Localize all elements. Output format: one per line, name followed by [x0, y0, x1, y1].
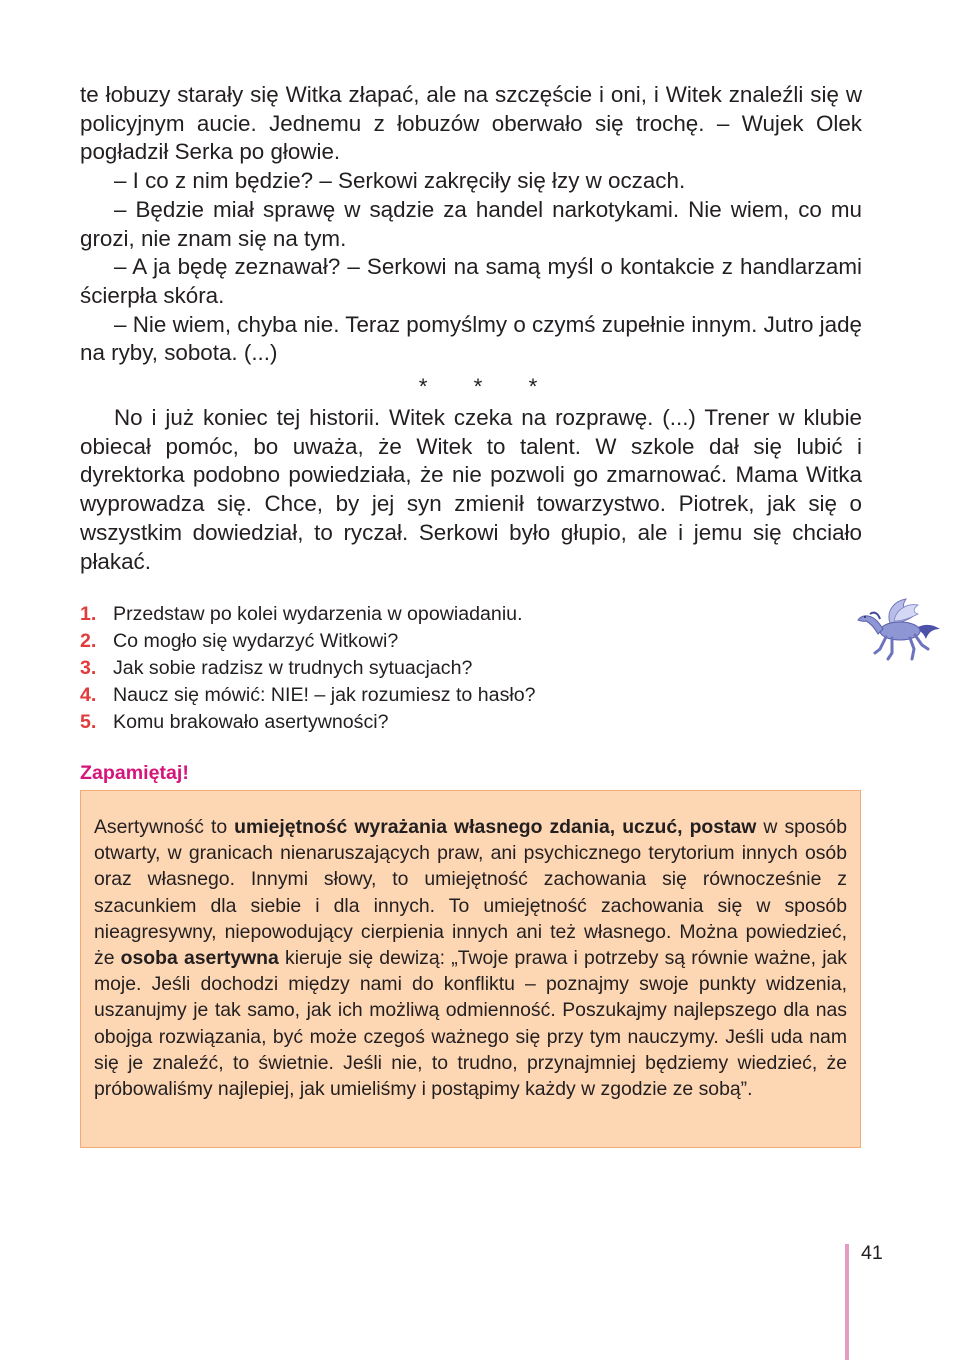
page-edge-bar: [845, 1244, 849, 1360]
question-item: [80, 709, 800, 736]
remember-heading: Zapamiętaj!: [80, 762, 189, 784]
question-item: [80, 601, 800, 628]
question-text: Naucz się mówić: NIE! – jak rozumiesz to hasło?: [113, 684, 536, 706]
definition-box: [80, 790, 861, 1148]
definition-text: kieruje się dewizą: „Twoje prawa i potrzeby są równie ważne, jak moje. Jeśli dochodzi między nami do konfliktu – poznajmy swoje punkty widzenia, uszanujmy je tak samo, jak ich możliwą odmienność. Poszukajmy najlepszego dla nas obojga rozwiązania, być może czegoś ważnego się przy tym nauczymy. Jeśli uda nam się je znaleźć, to świetnie. Jeśli nie, to trudno, przynajmniej będziemy wiedzieć, że próbowaliśmy najlepiej, jak umieliśmy i postąpimy każdy w zgodzie ze sobą”.: [94, 947, 847, 1101]
question-number: 1.: [80, 603, 97, 625]
question-text: Przedstaw po kolei wydarzenia w opowiadaniu.: [113, 603, 523, 625]
definition-text: Asertywność to: [94, 816, 235, 838]
definition-bold-term: umiejętność wyrażania własnego zdania, uczuć, postaw: [234, 816, 757, 838]
story-paragraph: – Nie wiem, chyba nie. Teraz pomyślmy o czymś zupełnie innym. Jutro jadę na ryby, sobota. (...): [80, 311, 862, 366]
definition-text: w sposób otwarty, w granicach nienaruszających praw, ani psychicznego terytorium innych osób oraz własnego. Innymi słowy, to umiejętność zachowania się równocześnie z szacunkiem dla siebie i dla innych. To umiejętność zachowania się w sposób nieagresywny, niepowodujący cierpienia innych ani też własnego. Można powiedzieć, że: [94, 816, 847, 970]
section-separator: * * *: [418, 374, 558, 400]
question-item: [80, 655, 800, 682]
story-paragraph: – A ja będę zeznawał? – Serkowi na samą myśl o kontakcie z handlarzami ścierpła skóra.: [80, 254, 862, 308]
story-paragraph: – Będzie miał sprawę w sądzie za handel narkotykami. Nie wiem, co mu grozi, nie znam się na tym.: [80, 196, 862, 251]
question-number: 5.: [80, 711, 97, 733]
pegasus-icon: [856, 597, 942, 663]
question-text: Jak sobie radzisz w trudnych sytuacjach?: [113, 657, 473, 679]
question-text: Co mogło się wydarzyć Witkowi?: [113, 630, 399, 652]
question-text: Komu brakowało asertywności?: [113, 711, 389, 733]
story-paragraph: – I co z nim będzie? – Serkowi zakręciły się łzy w oczach.: [114, 168, 686, 194]
story-text: [80, 81, 862, 576]
page-number: 41: [861, 1242, 883, 1264]
question-number: 2.: [80, 630, 97, 652]
question-number: 3.: [80, 657, 97, 679]
question-item: [80, 628, 800, 655]
story-paragraph: No i już koniec tej historii. Witek czeka na rozprawę. (...) Trener w klubie obiecał pomóc, bo uważa, że Witek to talent. W szkole dał się lubić i dyrektorka podobno powiedziała, że nie pozwoli go zmarnować. Mama Witka wyprowadza się. Chce, by jej syn zmienił towarzystwo. Piotrek, jak się o wszystkim dowiedział, to ryczał. Serkowi było głupio, ale i jemu się chciało płakać.: [80, 405, 862, 574]
question-item: [80, 682, 800, 709]
definition-bold-term: osoba asertywna: [120, 947, 279, 970]
questions-list: [80, 601, 800, 736]
story-paragraph: te łobuzy starały się Witka złapać, ale na szczęście i oni, i Witek znaleźli się w policyjnym aucie. Jednemu z łobuzów oberwało się trochę. – Wujek Olek pogładził Serka po głowie.: [80, 82, 862, 165]
question-number: 4.: [80, 684, 97, 706]
